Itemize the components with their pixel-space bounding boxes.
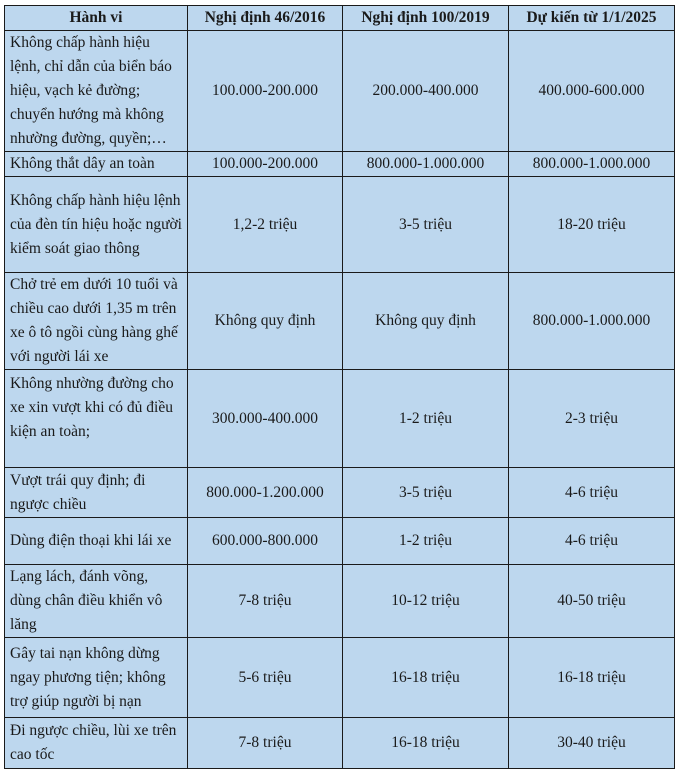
table-row bbox=[5, 177, 675, 273]
fine-2025-cell: 18-20 triệu bbox=[509, 177, 675, 273]
fine-2025-cell: 800.000-1.000.000 bbox=[509, 273, 675, 370]
behavior-cell: Gây tai nạn không dừng ngay phương tiện; không trợ giúp người bị nạn bbox=[5, 638, 188, 718]
behavior-cell: Không chấp hành hiệu lệnh của đèn tín hiệu hoặc người kiểm soát giao thông bbox=[5, 177, 188, 273]
behavior-cell: Không chấp hành hiệu lệnh, chỉ dẫn của biển báo hiệu, vạch kẻ đường; chuyển hướng mà không nhường đường, quyền;… bbox=[5, 31, 188, 152]
fine-2016-cell: 1,2-2 triệu bbox=[188, 177, 343, 273]
fine-2025-cell: 4-6 triệu bbox=[509, 518, 675, 565]
header-proposed-2025: Dự kiến từ 1/1/2025 bbox=[509, 6, 675, 31]
header-decree-46-2016: Nghị định 46/2016 bbox=[188, 6, 343, 31]
fine-2016-cell: 100.000-200.000 bbox=[188, 152, 343, 177]
fine-2016-cell: 300.000-400.000 bbox=[188, 370, 343, 468]
header-behavior: Hành vi bbox=[5, 6, 188, 31]
fine-2025-cell: 16-18 triệu bbox=[509, 638, 675, 718]
behavior-cell: Lạng lách, đánh võng, dùng chân điều khiển vô lăng bbox=[5, 565, 188, 638]
table-row bbox=[5, 638, 675, 718]
fine-2025-cell: 40-50 triệu bbox=[509, 565, 675, 638]
behavior-cell: Không nhường đường cho xe xin vượt khi có đủ điều kiện an toàn; bbox=[5, 370, 188, 468]
fine-2016-cell: 5-6 triệu bbox=[188, 638, 343, 718]
fine-2019-cell: 16-18 triệu bbox=[343, 718, 509, 769]
fine-2025-cell: 400.000-600.000 bbox=[509, 31, 675, 152]
fine-2016-cell: 7-8 triệu bbox=[188, 718, 343, 769]
behavior-cell: Dùng điện thoại khi lái xe bbox=[5, 518, 188, 565]
table-row bbox=[5, 152, 675, 177]
fine-2025-cell: 30-40 triệu bbox=[509, 718, 675, 769]
table-row bbox=[5, 518, 675, 565]
behavior-cell: Vượt trái quy định; đi ngược chiều bbox=[5, 468, 188, 518]
fine-2019-cell: 1-2 triệu bbox=[343, 518, 509, 565]
fine-2019-cell: 800.000-1.000.000 bbox=[343, 152, 509, 177]
fine-2016-cell: 100.000-200.000 bbox=[188, 31, 343, 152]
header-decree-100-2019: Nghị định 100/2019 bbox=[343, 6, 509, 31]
fine-2019-cell: 200.000-400.000 bbox=[343, 31, 509, 152]
fine-2025-cell: 800.000-1.000.000 bbox=[509, 152, 675, 177]
fine-2019-cell: 16-18 triệu bbox=[343, 638, 509, 718]
fine-2016-cell: 800.000-1.200.000 bbox=[188, 468, 343, 518]
behavior-cell: Không thắt dây an toàn bbox=[5, 152, 188, 177]
behavior-cell: Đi ngược chiều, lùi xe trên cao tốc bbox=[5, 718, 188, 769]
table-row bbox=[5, 370, 675, 468]
header-row bbox=[5, 6, 675, 31]
fine-2019-cell: 1-2 triệu bbox=[343, 370, 509, 468]
table-row bbox=[5, 31, 675, 152]
fine-2019-cell: 10-12 triệu bbox=[343, 565, 509, 638]
fine-2016-cell: 600.000-800.000 bbox=[188, 518, 343, 565]
table-row bbox=[5, 565, 675, 638]
behavior-cell: Chở trẻ em dưới 10 tuổi và chiều cao dưới 1,35 m trên xe ô tô ngồi cùng hàng ghế với người lái xe bbox=[5, 273, 188, 370]
fine-2019-cell: Không quy định bbox=[343, 273, 509, 370]
fine-2025-cell: 4-6 triệu bbox=[509, 468, 675, 518]
fines-comparison-table bbox=[4, 5, 675, 769]
table-row bbox=[5, 273, 675, 370]
fine-2019-cell: 3-5 triệu bbox=[343, 468, 509, 518]
table-row bbox=[5, 718, 675, 769]
fine-2016-cell: 7-8 triệu bbox=[188, 565, 343, 638]
table-row bbox=[5, 468, 675, 518]
fine-2016-cell: Không quy định bbox=[188, 273, 343, 370]
fine-2025-cell: 2-3 triệu bbox=[509, 370, 675, 468]
fine-2019-cell: 3-5 triệu bbox=[343, 177, 509, 273]
